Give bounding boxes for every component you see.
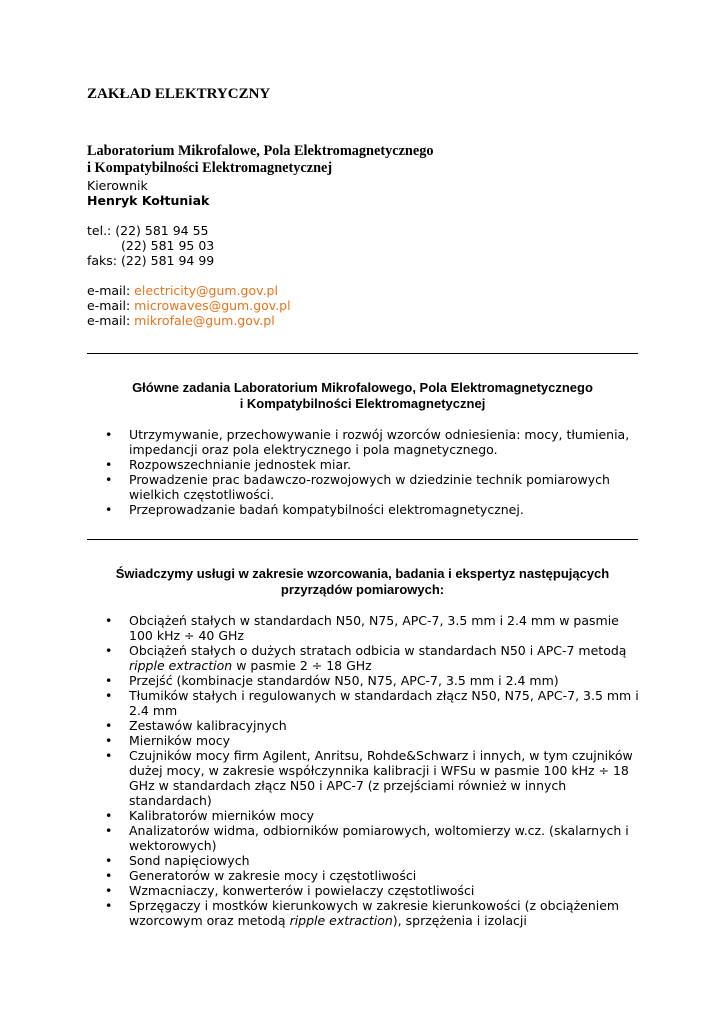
list-item: • Generatorów w zakresie mocy i częstotliwości xyxy=(87,868,642,883)
email-link-3[interactable]: mikrofale@gum.gov.pl xyxy=(134,313,275,328)
tasks-heading-line1: Główne zadania Laboratorium Mikrofalowego, Pola Elektromagnetycznego xyxy=(132,380,593,395)
list-item: • Kalibratorów mierników mocy xyxy=(87,808,642,823)
list-item: • Sond napięciowych xyxy=(87,853,642,868)
phone-number-1: (22) 581 94 55 xyxy=(115,223,209,238)
email-label: e-mail: xyxy=(87,298,135,313)
list-item: • Utrzymywanie, przechowywanie i rozwój wzorców odniesienia: mocy, tłumienia, impedancji oraz pola elektrycznego i pola magnetycznego. xyxy=(87,427,642,457)
phone-number-2: (22) 581 95 03 xyxy=(121,238,215,253)
fax-label: faks: xyxy=(87,253,121,268)
services-list xyxy=(87,613,642,928)
head-name: Henryk Kołtuniak xyxy=(87,193,210,208)
department-heading: ZAKŁAD ELEKTRYCZNY xyxy=(87,86,271,102)
list-item: • Mierników mocy xyxy=(87,733,642,748)
phone-line-1 xyxy=(87,223,291,238)
services-heading-line1: Świadczymy usługi w zakresie wzorcowania, badania i ekspertyz następujących xyxy=(115,566,610,581)
list-item: • Przejść (kombinacje standardów N50, N75, APC-7, 3.5 mm i 2.4 mm) xyxy=(87,673,642,688)
list-item: • Czujników mocy firm Agilent, Anritsu, Rohde&Schwarz i innych, w tym czujników dużej mocy, w zakresie współczynnika kalibracji i WFSu w pasmie 100 kHz ÷ 18 GHz w standardach złącz N50 i APC-7 (z przejściami również w innych standardach) xyxy=(87,748,642,808)
email-link-2[interactable]: microwaves@gum.gov.pl xyxy=(134,298,291,313)
list-item: • Prowadzenie prac badawczo-rozwojowych w dziedzinie technik pomiarowych wielkich częstotliwości. xyxy=(87,472,642,502)
services-heading-line2: przyrządów pomiarowych: xyxy=(280,582,445,597)
list-item: • Wzmacniaczy, konwerterów i powielaczy częstotliwości xyxy=(87,883,642,898)
email-line-2 xyxy=(87,298,291,313)
list-item: • Rozpowszechnianie jednostek miar. xyxy=(87,457,642,472)
email-label: e-mail: xyxy=(87,283,135,298)
divider xyxy=(87,353,638,354)
email-link-1[interactable]: electricity@gum.gov.pl xyxy=(134,283,278,298)
email-line-1 xyxy=(87,283,291,298)
divider xyxy=(87,539,638,540)
list-item: • Obciążeń stałych o dużych stratach odbicia w standardach N50 i APC-7 metodą ripple extraction w pasmie 2 ÷ 18 GHz xyxy=(87,643,642,673)
list-item: • Przeprowadzanie badań kompatybilności elektromagnetycznej. xyxy=(87,502,642,517)
list-item: • Analizatorów widma, odbiorników pomiarowych, woltomierzy w.cz. (skalarnych i wektorowych) xyxy=(87,823,642,853)
tasks-heading-line2: i Kompatybilności Elektromagnetycznej xyxy=(239,396,486,411)
list-item: • Obciążeń stałych w standardach N50, N75, APC-7, 3.5 mm i 2.4 mm w pasmie 100 kHz ÷ 40 GHz xyxy=(87,613,642,643)
head-role: Kierownik xyxy=(87,178,148,193)
fax-line xyxy=(87,253,291,268)
email-line-3 xyxy=(87,313,291,328)
phone-label: tel.: xyxy=(87,223,116,238)
list-item: • Sprzęgaczy i mostków kierunkowych w zakresie kierunkowości (z obciążeniem wzorcowym oraz metodą ripple extraction), sprzężenia i izolacji xyxy=(87,898,642,928)
contact-block xyxy=(87,178,291,328)
phone-line-2 xyxy=(87,238,291,253)
lab-title-line2: i Kompatybilności Elektromagnetycznej xyxy=(87,160,333,176)
email-label: e-mail: xyxy=(87,313,135,328)
list-item: • Zestawów kalibracyjnych xyxy=(87,718,642,733)
lab-title-line1: Laboratorium Mikrofalowe, Pola Elektromagnetycznego xyxy=(87,143,434,159)
list-item: • Tłumików stałych i regulowanych w standardach złącz N50, N75, APC-7, 3.5 mm i 2.4 mm xyxy=(87,688,642,718)
tasks-list xyxy=(87,427,642,517)
tasks-heading xyxy=(87,380,638,412)
services-heading xyxy=(87,566,638,598)
fax-number: (22) 581 94 99 xyxy=(121,253,215,268)
lab-title xyxy=(87,143,434,177)
